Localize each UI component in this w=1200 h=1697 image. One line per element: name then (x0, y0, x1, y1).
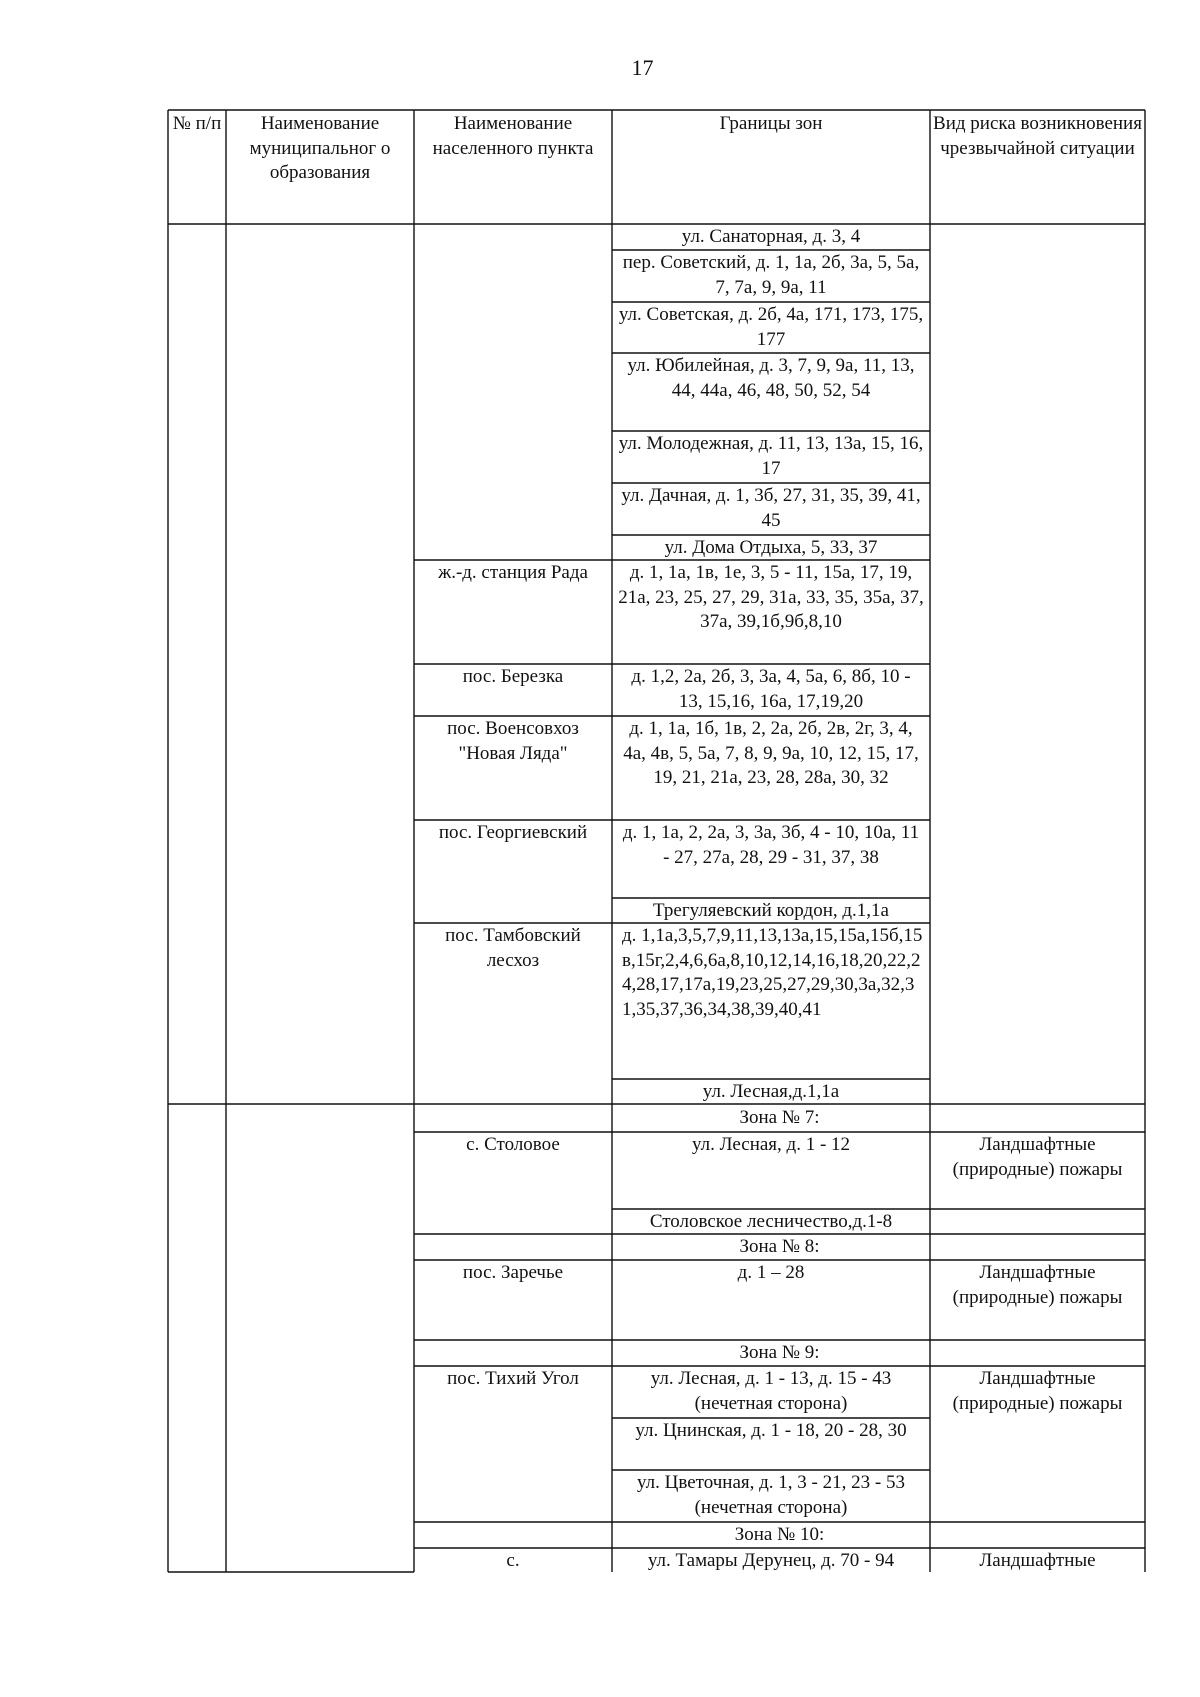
borders-cell: ул. Тамары Дерунец, д. 70 - 94 (647, 1550, 895, 1571)
settlement-cell: пос. Тамбовский лесхоз (445, 925, 581, 971)
borders-cell: д. 1, 1а, 2, 2а, 3, 3а, 3б, 4 - 10, 10а, 11 - 27, 27а, 28, 29 - 31, 37, 38 (622, 822, 920, 868)
borders-cell: ул. Юбилейная, д. 3, 7, 9, 9а, 11, 13, 44, 44а, 46, 48, 50, 52, 54 (627, 355, 915, 401)
zone-title: Зона № 7: (739, 1107, 820, 1128)
zone-title: Зона № 9: (739, 1342, 820, 1363)
borders-cell: ул. Советская, д. 2б, 4а, 171, 173, 175, 177 (618, 304, 924, 350)
risk-cell: Ландшафтные (979, 1550, 1096, 1571)
header-municipality: Наименование муниципальног о образования (249, 113, 391, 183)
risk-cell: Ландшафтные (природные) пожары (952, 1262, 1123, 1308)
header-settlement: Наименование населенного пункта (432, 113, 594, 159)
header-num: № п/п (172, 113, 222, 134)
borders-cell: ул. Санаторная, д. 3, 4 (681, 226, 861, 247)
settlement-cell: пос. Георгиевский (438, 822, 588, 843)
settlement-cell: с. (506, 1550, 520, 1571)
page-number: 17 (631, 55, 654, 80)
zone-title: Зона № 10: (734, 1524, 825, 1545)
borders-cell: ул. Лесная, д. 1 - 12 (691, 1134, 851, 1155)
zone-title: Зона № 8: (739, 1236, 820, 1257)
risk-cell: Ландшафтные (природные) пожары (952, 1134, 1123, 1180)
borders-cell: пер. Советский, д. 1, 1а, 2б, 3а, 5, 5а, 7, 7а, 9, 9а, 11 (622, 252, 920, 298)
settlement-cell: пос. Тихий Угол (447, 1368, 579, 1389)
borders-cell: Трегуляевский кордон, д.1,1а (653, 900, 889, 921)
borders-cell: д. 1, 1а, 1в, 1е, 3, 5 - 11, 15а, 17, 19, 21а, 23, 25, 27, 29, 31а, 33, 35, 35а, 37, 37а, 39,1б,9б,8,10 (618, 562, 924, 632)
header-risk: Вид риска возникновения чрезвычайной ситуации (933, 113, 1142, 159)
borders-cell: д. 1 – 28 (737, 1262, 805, 1283)
borders-cell: ул. Молодежная, д. 11, 13, 13а, 15, 16, 17 (618, 433, 924, 479)
borders-cell: ул. Цветочная, д. 1, 3 - 21, 23 - 53 (нечетная сторона) (637, 1472, 905, 1518)
borders-cell: д. 1, 1а, 1б, 1в, 2, 2а, 2б, 2в, 2г, 3, 4, 4а, 4в, 5, 5а, 7, 8, 9, 9а, 10, 12, 15, 17, 19, 21, 21а, 23, 28, 28а, 30, 32 (623, 718, 919, 788)
borders-cell: д. 1,2, 2а, 2б, 3, 3а, 4, 5а, 6, 8б, 10 - 13, 15,16, 16а, 17,19,20 (631, 666, 911, 712)
borders-cell: ул. Цнинская, д. 1 - 18, 20 - 28, 30 (635, 1420, 907, 1441)
borders-cell: Столовское лесничество,д.1-8 (649, 1211, 893, 1232)
settlement-cell: ж.-д. станция Рада (438, 562, 588, 583)
settlement-cell: пос. Военсовхоз "Новая Ляда" (447, 718, 579, 764)
borders-cell: ул. Дома Отдыха, 5, 33, 37 (664, 537, 878, 558)
settlement-cell: с. Столовое (466, 1134, 560, 1155)
borders-cell: ул. Лесная, д. 1 - 13, д. 15 - 43 (нечетная сторона) (650, 1368, 892, 1414)
borders-cell: ул. Лесная,д.1,1а (702, 1081, 840, 1102)
borders-cell: д. 1,1а,3,5,7,9,11,13,13а,15,15а,15б,15в,15г,2,4,6,6а,8,10,12,14,16,18,20,22,24,28,17,17а,19,23,25,27,29,30,3а,32,31,35,37,36,34,38,39,40,41 (622, 925, 923, 1020)
borders-cell: ул. Дачная, д. 1, 3б, 27, 31, 35, 39, 41, 45 (621, 485, 921, 531)
risk-cell: Ландшафтные (природные) пожары (952, 1368, 1123, 1414)
header-borders: Границы зон (719, 113, 823, 134)
settlement-cell: пос. Березка (462, 666, 564, 687)
settlement-cell: пос. Заречье (462, 1262, 564, 1283)
